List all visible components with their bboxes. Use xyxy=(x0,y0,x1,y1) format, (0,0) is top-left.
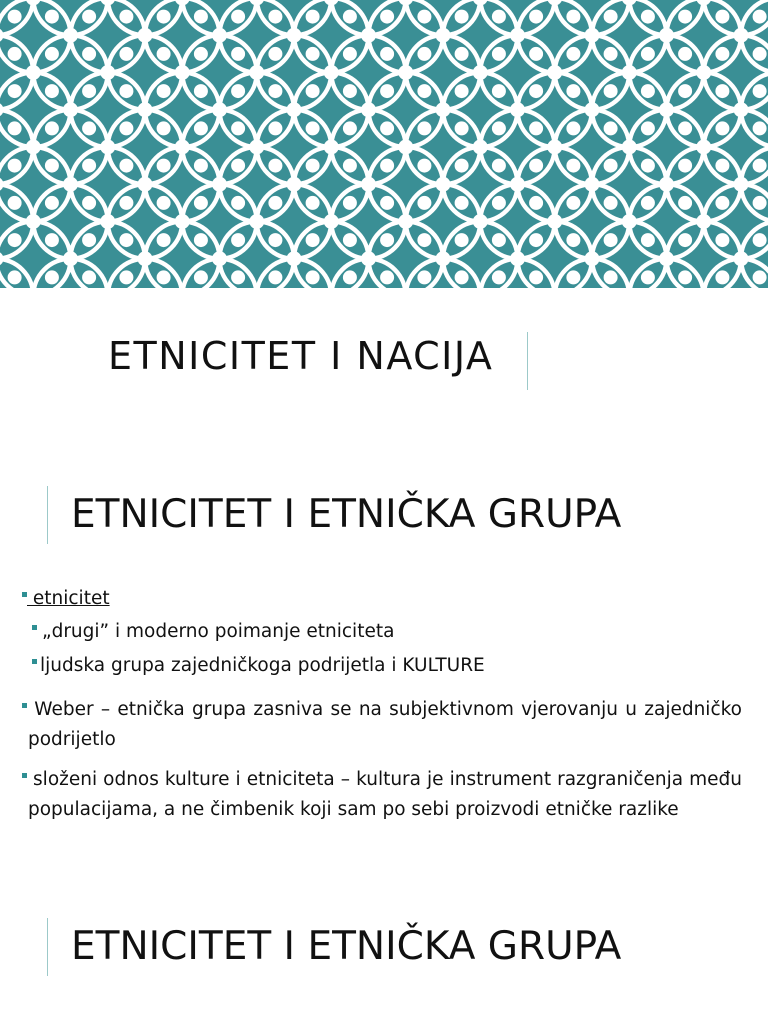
list-item xyxy=(32,617,732,647)
slide-title: ETNICITET I NACIJA xyxy=(108,334,494,378)
list-item-text: „drugi” i moderno poimanje etniciteta xyxy=(42,621,395,642)
section-divider xyxy=(47,486,48,544)
bullet-marker xyxy=(32,625,37,630)
circle-lattice-pattern-icon xyxy=(0,0,768,288)
list-item-text: etnicitet xyxy=(27,588,110,609)
list-item xyxy=(22,695,742,755)
section-heading: ETNICITET I ETNIČKA GRUPA xyxy=(71,492,622,537)
title-divider xyxy=(527,332,528,390)
section-heading: ETNICITET I ETNIČKA GRUPA xyxy=(71,924,622,969)
list-item xyxy=(22,584,322,614)
list-item-text: Weber – etnička grupa zasniva se na subjektivnom vjerovanju u zajedničko podrijetlo xyxy=(27,699,742,750)
bullet-marker xyxy=(32,659,37,664)
list-item-text: ljudska grupa zajedničkoga podrijetla i KULTURE xyxy=(40,655,485,676)
list-item xyxy=(32,651,732,681)
pattern-banner xyxy=(0,0,768,288)
list-item-text: složeni odnos kulture i etniciteta – kultura je instrument razgraničenja među populacijama, a ne čimbenik koji sam po sebi proizvodi etničke razlike xyxy=(27,769,742,820)
list-item xyxy=(22,765,742,825)
section-divider xyxy=(47,918,48,976)
